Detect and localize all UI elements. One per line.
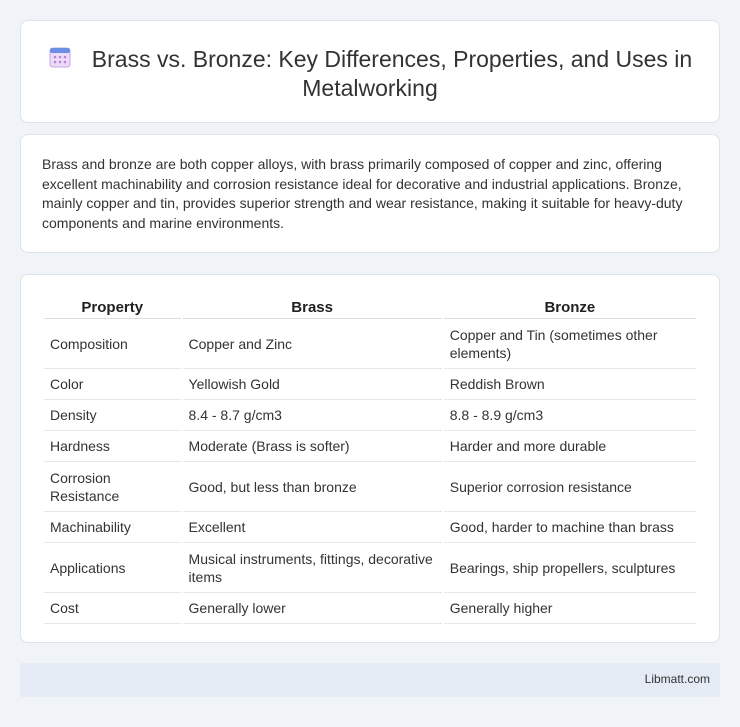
table-row (44, 512, 696, 543)
cell-bronze: Generally higher (444, 593, 696, 624)
cell-brass: 8.4 - 8.7 g/cm3 (183, 400, 442, 431)
cell-property: Composition (44, 319, 181, 369)
summary-text: Brass and bronze are both copper alloys, with brass primarily composed of copper and zinc, offering excellent machinability and corrosion resistance ideal for decorative and industrial applications. Bronze, mainly copper and tin, provides superior strength and wear resistance, making it suitable for heavy-duty components and marine environments. (42, 156, 683, 231)
cell-property: Machinability (44, 512, 181, 543)
table-row (44, 543, 696, 593)
cell-brass: Generally lower (183, 593, 442, 624)
cell-brass: Moderate (Brass is softer) (183, 431, 442, 462)
comparison-table (42, 295, 698, 624)
cell-property: Corrosion Resistance (44, 462, 181, 512)
table-row (44, 369, 696, 400)
cell-bronze: 8.8 - 8.9 g/cm3 (444, 400, 696, 431)
title-card (20, 20, 720, 123)
table-row (44, 431, 696, 462)
table-header-row (44, 295, 696, 319)
footer-site-link[interactable]: Libmatt.com (644, 672, 710, 686)
cell-property: Hardness (44, 431, 181, 462)
cell-property: Cost (44, 593, 181, 624)
cell-bronze: Bearings, ship propellers, sculptures (444, 543, 696, 593)
header-property: Property (44, 295, 181, 319)
table-row (44, 462, 696, 512)
cell-brass: Yellowish Gold (183, 369, 442, 400)
cell-bronze: Copper and Tin (sometimes other elements) (444, 319, 696, 369)
calendar-icon (48, 45, 72, 69)
cell-property: Density (44, 400, 181, 431)
cell-brass: Musical instruments, fittings, decorative items (183, 543, 442, 593)
table-row (44, 319, 696, 369)
cell-brass: Good, but less than bronze (183, 462, 442, 512)
cell-brass: Copper and Zinc (183, 319, 442, 369)
cell-property: Applications (44, 543, 181, 593)
comparison-card (20, 274, 720, 643)
cell-bronze: Harder and more durable (444, 431, 696, 462)
cell-bronze: Good, harder to machine than brass (444, 512, 696, 543)
header-brass: Brass (183, 295, 442, 319)
table-row (44, 400, 696, 431)
page-title: Brass vs. Bronze: Key Differences, Properties, and Uses in Metalworking (91, 46, 693, 101)
cell-bronze: Reddish Brown (444, 369, 696, 400)
summary-card (20, 134, 720, 253)
header-bronze: Bronze (444, 295, 696, 319)
cell-bronze: Superior corrosion resistance (444, 462, 696, 512)
table-row (44, 593, 696, 624)
page-title-wrap (21, 45, 719, 103)
footer (20, 663, 720, 697)
cell-property: Color (44, 369, 181, 400)
cell-brass: Excellent (183, 512, 442, 543)
